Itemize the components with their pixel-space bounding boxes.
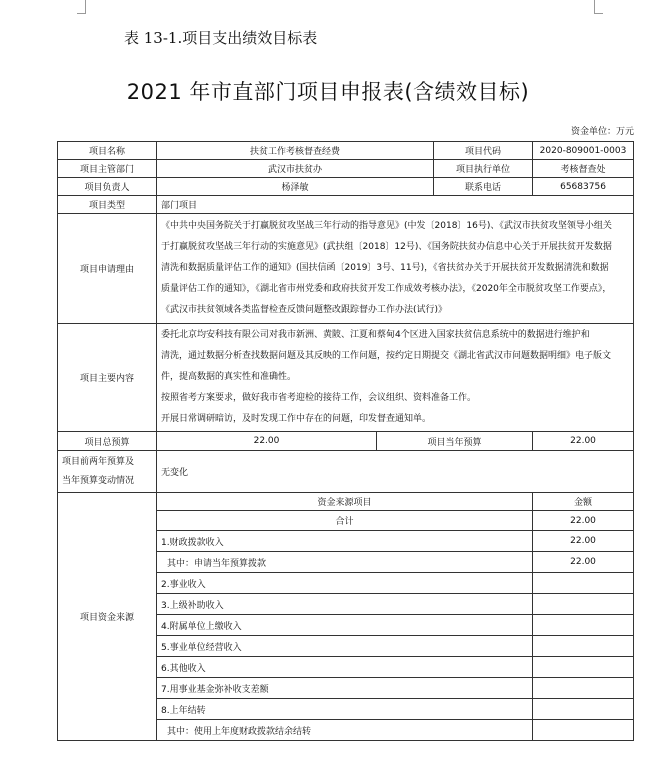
- funding-item-name: 4.附属单位上缴收入: [157, 615, 533, 636]
- project-application-table: [57, 141, 634, 741]
- funding-item-name: 2.事业收入: [157, 573, 533, 594]
- funding-item-amount: [533, 615, 634, 636]
- page-corner-mark-right: [594, 0, 603, 14]
- project-type-value: 部门项目: [157, 196, 634, 214]
- document-title: 2021 年市直部门项目申报表(含绩效目标): [126, 80, 530, 104]
- funding-item-name: 1.财政拨款收入: [157, 531, 533, 552]
- table-row: [58, 142, 634, 160]
- phone-value: 65683756: [533, 178, 634, 196]
- funding-header-amount: 金额: [533, 493, 634, 511]
- project-name-label: 项目名称: [58, 142, 157, 160]
- person-in-charge-label: 项目负责人: [58, 178, 157, 196]
- funding-item-name: 5.事业单位经营收入: [157, 636, 533, 657]
- budget-change-label-line: 当年预算变动情况: [62, 475, 135, 486]
- budget-change-label: [58, 451, 157, 493]
- funding-item-amount: [533, 657, 634, 678]
- document-label: 表 13-1.项目支出绩效目标表: [124, 29, 318, 47]
- funding-item-name: 3.上级补助收入: [157, 594, 533, 615]
- table-row: [58, 432, 634, 451]
- content-line: 委托北京均安科技有限公司对我市新洲、黄陂、江夏和蔡甸4个区进入国家扶贫信息系统中的数据进行维护和: [161, 330, 590, 340]
- funding-header-source: 资金来源项目: [157, 493, 533, 511]
- competent-dept-value: 武汉市扶贫办: [157, 160, 434, 178]
- current-year-budget-label: 项目当年预算: [377, 432, 533, 451]
- application-reason-text: [157, 214, 634, 324]
- funding-item-name: 其中：使用上年度财政拨款结余结转: [157, 720, 533, 741]
- funding-item-amount: [533, 678, 634, 699]
- funding-item-amount: [533, 594, 634, 615]
- funding-item-amount: [533, 636, 634, 657]
- exec-unit-value: 考核督查处: [533, 160, 634, 178]
- page-corner-mark-left: [77, 0, 86, 14]
- reason-line: 于打赢脱贫攻坚战三年行动的实施意见》(武扶组〔2018〕12号)、《国务院扶贫办信息中心关于开展扶贫开发数据: [161, 242, 612, 252]
- table-row: [58, 324, 634, 432]
- content-line: 按照省考方案要求，做好我市省考迎检的接待工作，会议组织、资料准备工作。: [161, 393, 477, 403]
- funding-item-amount: 22.00: [533, 552, 634, 573]
- exec-unit-label: 项目执行单位: [434, 160, 533, 178]
- reason-line: 清洗和数据质量评估工作的通知》(国扶信函〔2019〕3号、11号)，《省扶贫办关于开展扶贫开发数据清洗和数据: [161, 263, 609, 273]
- funding-item-name: 合计: [157, 511, 533, 531]
- funding-source-label: 项目资金来源: [58, 493, 157, 741]
- budget-change-value: 无变化: [157, 451, 634, 493]
- application-reason-label: 项目申请理由: [58, 214, 157, 324]
- funding-item-amount: [533, 699, 634, 720]
- funding-item-name: 7.用事业基金弥补收支差额: [157, 678, 533, 699]
- funding-item-name: 其中：申请当年预算拨款: [157, 552, 533, 573]
- project-code-value: 2020-809001-0003: [533, 142, 634, 160]
- table-row: [58, 178, 634, 196]
- table-row: [58, 160, 634, 178]
- funding-item-amount: [533, 573, 634, 594]
- current-year-budget-value: 22.00: [533, 432, 634, 451]
- table-row: [58, 214, 634, 324]
- funding-item-name: 6.其他收入: [157, 657, 533, 678]
- content-line: 开展日常调研暗访，及时发现工作中存在的问题，印发督查通知单。: [161, 414, 432, 424]
- person-in-charge-value: 杨泽敏: [157, 178, 434, 196]
- funding-header-row: [58, 493, 634, 511]
- budget-change-label-line: 项目前两年预算及: [62, 456, 135, 467]
- total-budget-value: 22.00: [157, 432, 377, 451]
- total-budget-label: 项目总预算: [58, 432, 157, 451]
- project-type-label: 项目类型: [58, 196, 157, 214]
- competent-dept-label: 项目主管部门: [58, 160, 157, 178]
- project-code-label: 项目代码: [434, 142, 533, 160]
- funding-item-amount: 22.00: [533, 511, 634, 531]
- table-row: [58, 196, 634, 214]
- funding-item-name: 8.上年结转: [157, 699, 533, 720]
- reason-line: 质量评估工作的通知》，《湖北省市州党委和政府扶贫开发工作成效考核办法》，《2020年全市脱贫攻坚工作要点》，: [161, 284, 612, 294]
- reason-line: 《武汉市扶贫领域各类监督检查反馈问题整改跟踪督办工作办法(试行)》: [161, 305, 448, 315]
- reason-line: 《中共中央国务院关于打赢脱贫攻坚战三年行动的指导意见》(中发〔2018〕16号)、《武汉市扶贫攻坚领导小组关: [161, 221, 612, 231]
- content-line: 清洗，通过数据分析查找数据问题及其反映的工作问题，按约定日期提交《湖北省武汉市问题数据明细》电子版文: [161, 351, 612, 361]
- table-row: [58, 451, 634, 493]
- funding-item-amount: [533, 720, 634, 741]
- phone-label: 联系电话: [434, 178, 533, 196]
- content-line: 件，提高数据的真实性和准确性。: [161, 372, 297, 382]
- currency-unit-note: 资金单位：万元: [570, 127, 634, 137]
- funding-item-amount: 22.00: [533, 531, 634, 552]
- main-content-label: 项目主要内容: [58, 324, 157, 432]
- main-content-text: [157, 324, 634, 432]
- project-name-value: 扶贫工作考核督查经费: [157, 142, 434, 160]
